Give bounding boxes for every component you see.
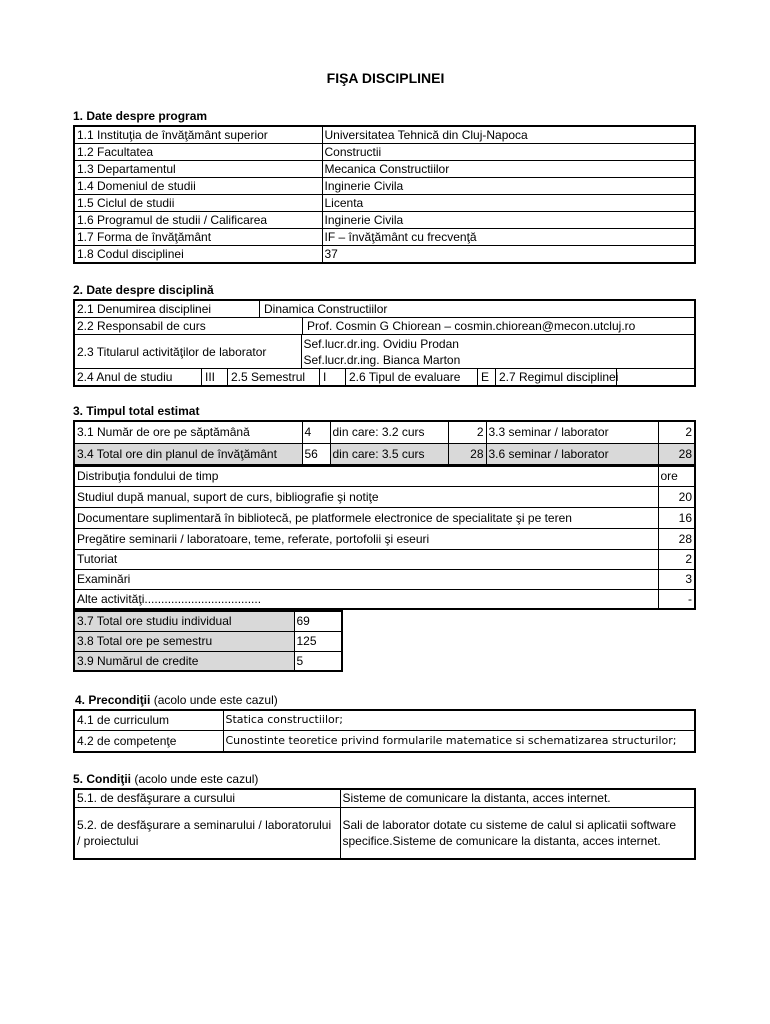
- program-row-label: 1.1 Instituţia de învăţământ superior: [74, 126, 322, 144]
- weekly-hours-label: 3.1 Număr de ore pe săptămână: [74, 421, 302, 443]
- section-5-title-note: (acolo unde este cazul): [131, 772, 259, 786]
- plan-hours-value: 56: [302, 443, 330, 465]
- distribution-row-label: Tutoriat: [74, 549, 658, 569]
- section-2-title: 2. Date despre disciplină: [73, 283, 214, 297]
- precondition-competence-value: Cunostinte teoretice privind formularile matematice si schematizarea structurilor;: [223, 730, 695, 752]
- program-row: [74, 229, 695, 246]
- study-year-label: 2.4 Anul de studiu: [75, 369, 202, 385]
- course-conditions-value: Sisteme de comunicare la distanta, acces internet.: [340, 789, 695, 807]
- totals-row-value: 125: [294, 631, 342, 651]
- program-row-value: Licenta: [322, 195, 695, 212]
- lab-holder-value: [301, 335, 695, 369]
- distribution-row-value: -: [658, 589, 695, 609]
- lab-holder-2: Sef.lucr.dr.ing. Bianca Marton: [303, 352, 461, 367]
- totals-row: [74, 611, 342, 631]
- program-row-value: Mecanica Constructiilor: [322, 161, 695, 178]
- semester-value: I: [320, 369, 346, 385]
- lab-conditions-label: 5.2. de desfăşurare a seminarului / laboratorului / proiectului: [74, 807, 340, 859]
- program-row-label: 1.4 Domeniul de studii: [74, 178, 322, 195]
- program-row-label: 1.5 Ciclul de studii: [74, 195, 322, 212]
- discipline-name-label: 2.1 Denumirea disciplinei: [75, 301, 260, 317]
- totals-row-value: 5: [294, 651, 342, 671]
- program-row-value: IF – învăţământ cu frecvenţă: [322, 229, 695, 246]
- program-row-value: Inginerie Civila: [322, 212, 695, 229]
- weekly-course-label: din care: 3.2 curs: [330, 421, 448, 443]
- distribution-header-label: Distribuţia fondului de timp: [74, 466, 658, 486]
- program-row: [74, 246, 695, 264]
- distribution-row-label: Examinări: [74, 569, 658, 589]
- distribution-row: [74, 507, 695, 528]
- plan-seminar-label: 3.6 seminar / laborator: [486, 443, 658, 465]
- distribution-row-value: 28: [658, 528, 695, 549]
- preconditions-table: [73, 709, 696, 753]
- program-row: [74, 212, 695, 229]
- program-row: [74, 161, 695, 178]
- section-4-title-bold: 4. Precondiţii: [75, 693, 151, 707]
- distribution-row-value: 2: [658, 549, 695, 569]
- program-row-value: Universitatea Tehnică din Cluj-Napoca: [322, 126, 695, 144]
- section-5-title: [73, 772, 258, 786]
- distribution-row-label: Documentare suplimentară în bibliotecă, pe platformele electronice de specialitate şi pe teren: [74, 507, 658, 528]
- program-row-label: 1.8 Codul disciplinei: [74, 246, 322, 264]
- distribution-row-label: Alte activităţi...................................: [74, 589, 658, 609]
- weekly-course-value: 2: [448, 421, 486, 443]
- distribution-header-unit: ore: [658, 466, 695, 486]
- plan-seminar-value: 28: [658, 443, 695, 465]
- section-1-title: 1. Date despre program: [73, 109, 208, 123]
- program-table: [73, 125, 696, 264]
- discipline-name-row: [74, 300, 695, 318]
- program-row: [74, 144, 695, 161]
- distribution-row-label: Pregătire seminarii / laboratoare, teme, referate, portofolii şi eseuri: [74, 528, 658, 549]
- program-row-label: 1.3 Departamentul: [74, 161, 322, 178]
- distribution-row: [74, 549, 695, 569]
- distribution-row: [74, 589, 695, 609]
- lab-conditions-value: Sali de laborator dotate cu sisteme de calul si aplicatii software specifice.Sisteme de comunicare la distanta, acces internet.: [340, 807, 695, 859]
- distribution-row-value: 3: [658, 569, 695, 589]
- evaluation-label: 2.6 Tipul de evaluare: [346, 369, 478, 385]
- program-row-value: Constructii: [322, 144, 695, 161]
- study-year-value: III: [202, 369, 228, 385]
- weekly-seminar-value: 2: [658, 421, 695, 443]
- course-responsible-label: 2.2 Responsabil de curs: [75, 318, 303, 334]
- discipline-table: [73, 299, 696, 387]
- semester-label: 2.5 Semestrul: [228, 369, 320, 385]
- precondition-curriculum-value: Statica constructiilor;: [223, 710, 695, 730]
- evaluation-value: E: [478, 369, 496, 385]
- course-responsible-row: [74, 318, 695, 335]
- program-row: [74, 195, 695, 212]
- program-row: [74, 178, 695, 195]
- weekly-seminar-label: 3.3 seminar / laborator: [486, 421, 658, 443]
- totals-row: [74, 651, 342, 671]
- course-conditions-label: 5.1. de desfăşurare a cursului: [74, 789, 340, 807]
- totals-table: [73, 610, 343, 672]
- program-row-label: 1.6 Programul de studii / Calificarea: [74, 212, 322, 229]
- distribution-row: [74, 528, 695, 549]
- totals-row-label: 3.7 Total ore studiu individual: [74, 611, 294, 631]
- distribution-row-value: 20: [658, 486, 695, 507]
- section-5-title-bold: 5. Condiţii: [73, 772, 131, 786]
- program-row-label: 1.7 Forma de învăţământ: [74, 229, 322, 246]
- distribution-row: [74, 486, 695, 507]
- weekly-hours-value: 4: [302, 421, 330, 443]
- distribution-row: [74, 569, 695, 589]
- precondition-curriculum-label: 4.1 de curriculum: [74, 710, 223, 730]
- program-row: [74, 126, 695, 144]
- totals-row-label: 3.9 Numărul de credite: [74, 651, 294, 671]
- conditions-table: [73, 788, 696, 860]
- totals-row-value: 69: [294, 611, 342, 631]
- distribution-header-row: [74, 466, 695, 486]
- regime-label: 2.7 Regimul disciplinei: [496, 369, 617, 385]
- discipline-name-value: Dinamica Constructiilor: [264, 302, 388, 316]
- program-row-value: Inginerie Civila: [322, 178, 695, 195]
- plan-course-value: 28: [448, 443, 486, 465]
- lab-holder-label: 2.3 Titularul activităţilor de laborator: [74, 335, 301, 369]
- precondition-competence-label: 4.2 de competenţe: [74, 730, 223, 752]
- totals-row: [74, 631, 342, 651]
- plan-hours-label: 3.4 Total ore din planul de învăţământ: [74, 443, 302, 465]
- document-title: FIŞA DISCIPLINEI: [326, 70, 445, 86]
- course-responsible-value: Prof. Cosmin G Chiorean – cosmin.chiorean@mecon.utcluj.ro: [307, 319, 636, 333]
- time-distribution-table: [73, 465, 696, 610]
- program-row-label: 1.2 Facultatea: [74, 144, 322, 161]
- section-4-title-note: (acolo unde este cazul): [150, 693, 278, 707]
- totals-row-label: 3.8 Total ore pe semestru: [74, 631, 294, 651]
- plan-course-label: din care: 3.5 curs: [330, 443, 448, 465]
- section-4-title: [75, 693, 278, 707]
- study-info-row: [74, 369, 695, 387]
- section-3-title: 3. Timpul total estimat: [73, 404, 200, 418]
- distribution-row-value: 16: [658, 507, 695, 528]
- time-table: [73, 420, 696, 466]
- program-row-value: 37: [322, 246, 695, 264]
- distribution-row-label: Studiul după manual, suport de curs, bibliografie şi notiţe: [74, 486, 658, 507]
- lab-holder-1: Sef.lucr.dr.ing. Ovidiu Prodan: [303, 336, 459, 351]
